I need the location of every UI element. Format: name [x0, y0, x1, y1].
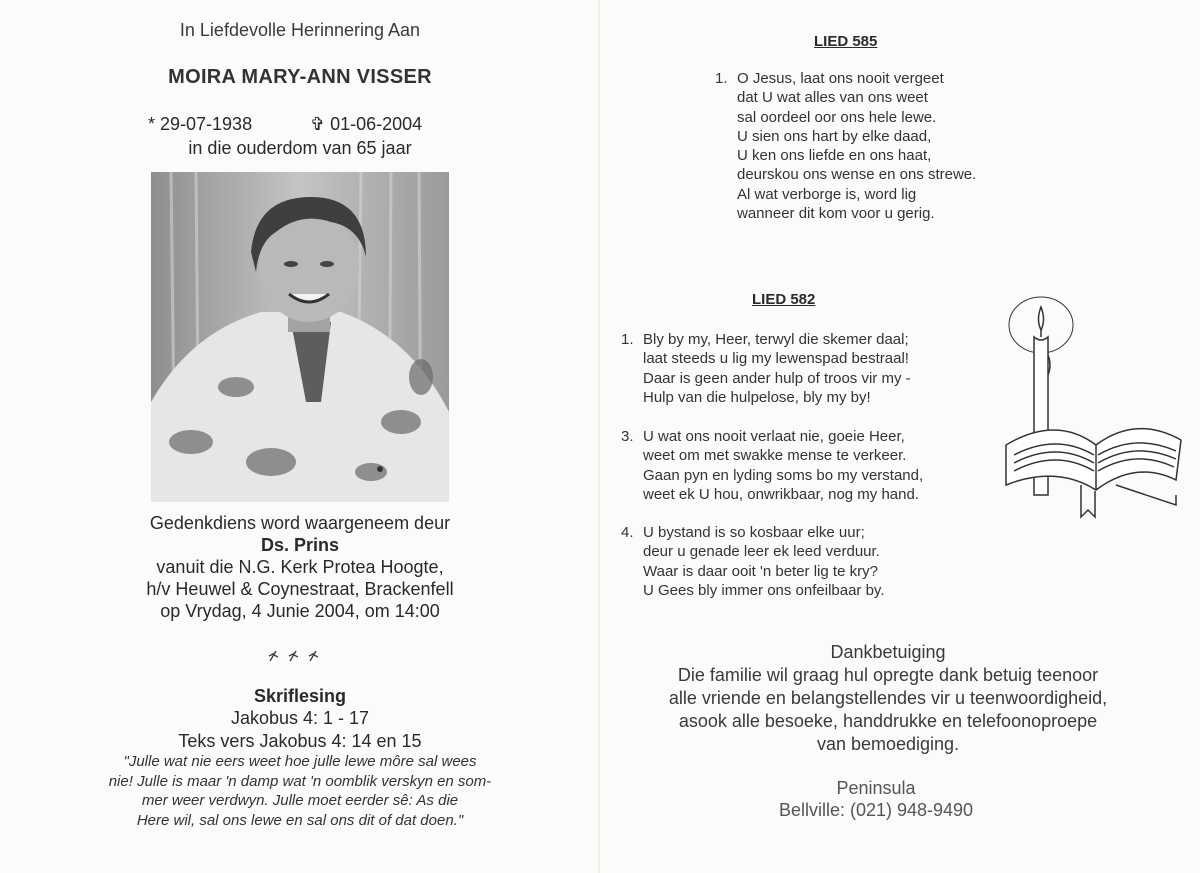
verse-line: O Jesus, laat ons nooit vergeet [737, 70, 944, 87]
verse-line: Waar is daar ooit 'n beter lig te kry? [643, 562, 878, 580]
thanks-line: asook alle besoeke, handdrukke en telefoonoproepe [678, 711, 1098, 731]
right-page [600, 0, 1200, 873]
thanks-line: Die familie wil graag hul opregte dank betuig teenoor [677, 665, 1099, 685]
age-line: in die ouderdom van 65 jaar [188, 138, 412, 158]
quote-line: "Julle wat nie eers weet hoe julle lewe môre sal wees [123, 753, 477, 770]
hymn-582-title: LIED 582 [752, 291, 816, 308]
text-verse-reference: Teks vers Jakobus 4: 14 en 15 [178, 731, 422, 751]
verse-line: deurskou ons wense en ons strewe. [737, 166, 977, 184]
candle-and-bible-icon [996, 295, 1186, 525]
verse-number: 1. [715, 70, 728, 87]
verse-line: weet ek U hou, onwrikbaar, nog my hand. [643, 485, 919, 503]
memorial-intro: In Liefdevolle Herinnering Aan [179, 20, 421, 40]
verse-number: 4. [621, 524, 634, 541]
verse-line: weet om met swakke mense te verkeer. [643, 447, 907, 465]
verse-line: sal oordeel oor ons hele lewe. [737, 108, 937, 126]
verse-line: wanneer dit kom voor u gerig. [737, 205, 935, 223]
service-announcement: Gedenkdiens word waargeneem deur [149, 513, 451, 533]
verse-number: 1. [621, 331, 634, 348]
quote-line: mer weer verdwyn. Julle moet eerder sê: As die [141, 792, 459, 809]
birth-date: * 29-07-1938 [148, 114, 253, 134]
portrait-photo [151, 172, 449, 502]
verse-line: Bly by my, Heer, terwyl die skemer daal; [643, 331, 909, 348]
verse-number: 3. [621, 428, 634, 445]
verse-line: deur u genade leer ek leed verduur. [643, 543, 880, 561]
thanks-line: alle vriende en belangstellendes vir u teenwoordigheid, [668, 688, 1108, 708]
thanks-title: Dankbetuiging [830, 642, 946, 662]
verse-line: Al wat verborge is, word lig [737, 185, 917, 203]
verse-line: Gaan pyn en lyding soms bo my verstand, [643, 466, 924, 484]
verse-line: U ken ons liefde en ons haat, [737, 147, 932, 165]
verse-line: U wat ons nooit verlaat nie, goeie Heer, [643, 428, 905, 445]
thanks-line: van bemoediging. [816, 734, 960, 754]
verse-line: Daar is geen ander hulp of troos vir my - [643, 369, 911, 387]
flourish-icon [266, 648, 326, 664]
quote-line: nie! Julle is maar 'n damp wat 'n oomblik verskyn en som- [108, 772, 492, 790]
service-datetime: op Vrydag, 4 Junie 2004, om 14:00 [160, 601, 440, 621]
scripture-quote [70, 752, 530, 830]
deceased-name: MOIRA MARY-ANN VISSER [168, 66, 432, 88]
undertaker-phone: Bellville: (021) 948-9490 [778, 800, 974, 820]
verse-line: U Gees bly immer ons onfeilbaar by. [643, 581, 885, 599]
verse-line: laat steeds u lig my lewenspad bestraal! [643, 350, 909, 368]
verse-line: U bystand is so kosbaar elke uur; [643, 524, 865, 541]
death-date: ✞ 01-06-2004 [310, 114, 423, 134]
church-name: vanuit die N.G. Kerk Protea Hoogte, [156, 557, 444, 577]
hymn-585-title: LIED 585 [814, 33, 878, 50]
scripture-reading-title: Skriflesing [253, 686, 347, 706]
minister-name: Ds. Prins [260, 535, 340, 555]
quote-line: Here wil, sal ons lewe en sal ons dit of dat doen." [136, 811, 464, 829]
scripture-reference: Jakobus 4: 1 - 17 [230, 708, 370, 728]
verse-line: dat U wat alles van ons weet [737, 89, 928, 107]
undertaker-name: Peninsula [836, 778, 916, 798]
church-address: h/v Heuwel & Coynestraat, Brackenfell [146, 579, 454, 599]
verse-line: Hulp van die hulpelose, bly my by! [643, 388, 871, 406]
verse-line: U sien ons hart by elke daad, [737, 127, 932, 145]
